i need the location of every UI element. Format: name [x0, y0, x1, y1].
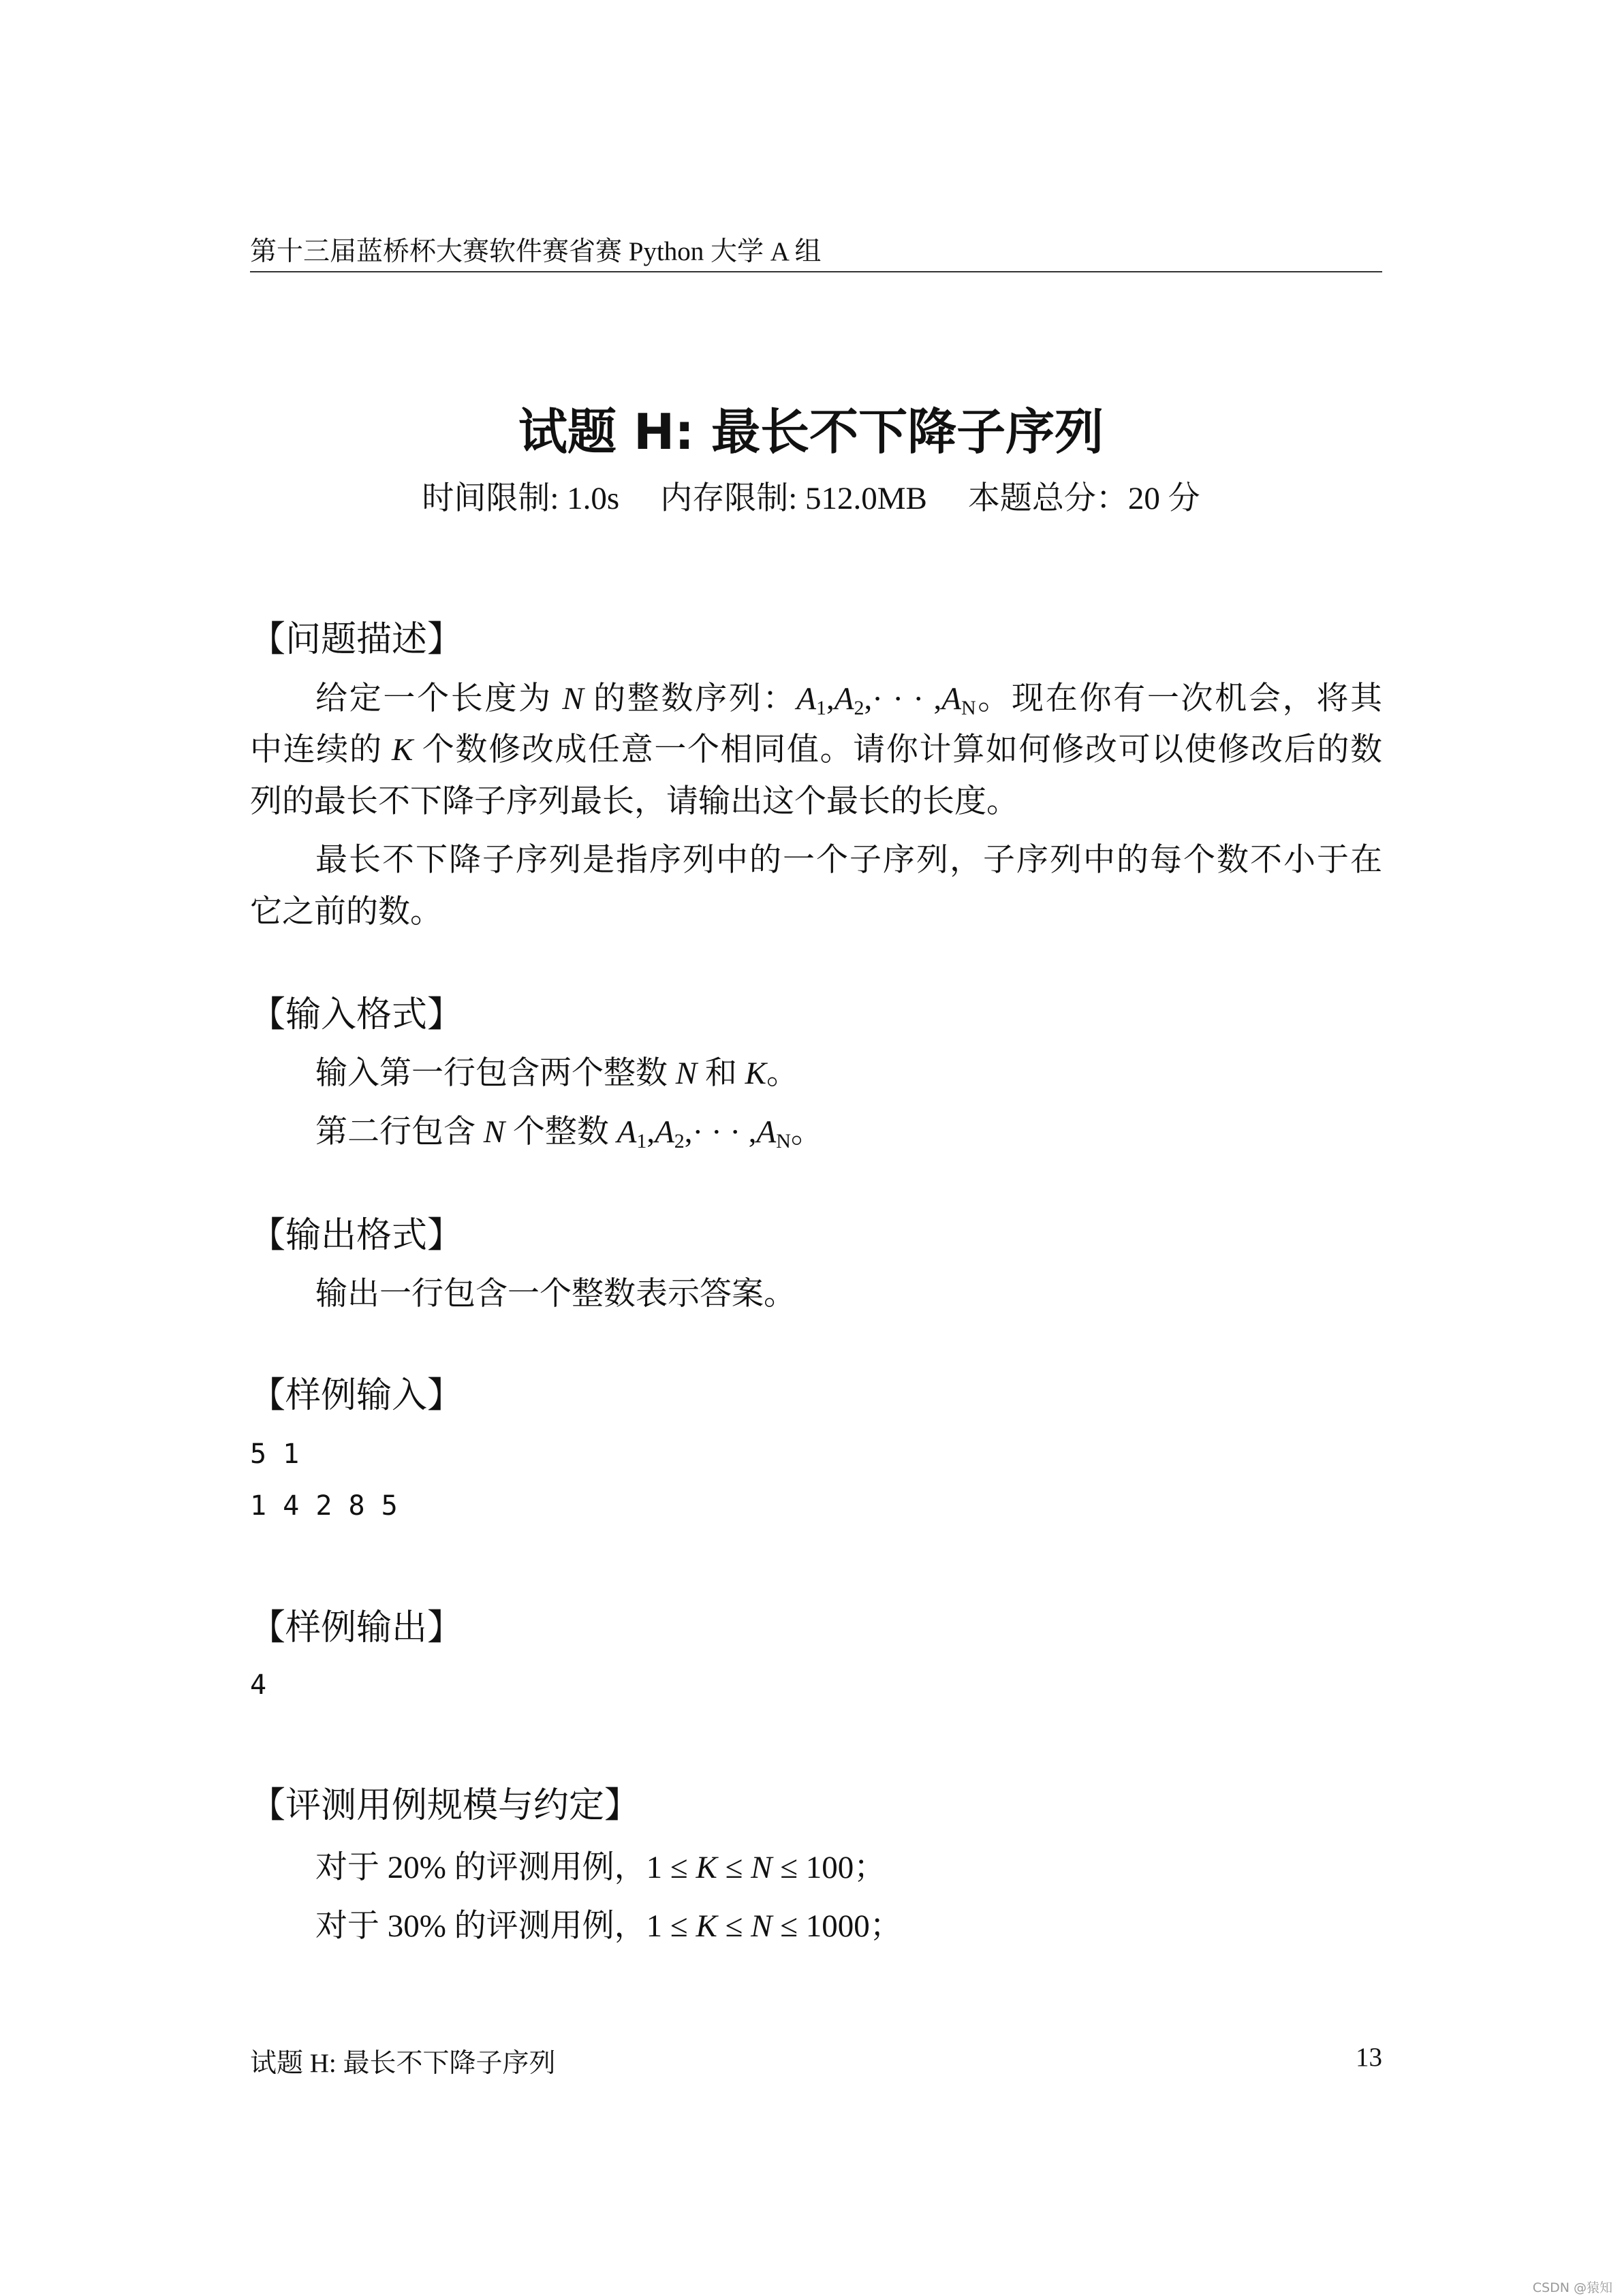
page-number: 13 [1356, 2043, 1382, 2072]
math-variable: A [617, 1114, 637, 1150]
total-score: 本题总分：20 分 [967, 481, 1200, 516]
header-rule [250, 271, 1382, 272]
math-variable: A [941, 681, 961, 717]
text-run: 输出一行包含一个整数表示答案。 [315, 1276, 796, 1312]
section-constraints: 【评测用例规模与约定】 [250, 1785, 640, 1826]
text-run: ≤ [717, 1850, 751, 1885]
section-output-format: 【输出格式】 [250, 1215, 463, 1256]
text-run: , [826, 681, 835, 717]
text-run: 。现在你有一次机会，将其 [976, 681, 1383, 717]
text-run: 列的最长不下降子序列最长，请输出这个最长的长度。 [250, 784, 1018, 819]
math-variable: N [751, 1850, 773, 1885]
text-run: ,· · · , [864, 681, 942, 717]
math-subscript: N [776, 1130, 791, 1152]
description-line [250, 729, 1382, 770]
text-run: 的整数序列： [583, 681, 797, 717]
text-run: 输入第一行包含两个整数 [315, 1056, 676, 1091]
constraint-line [250, 1847, 1382, 1888]
description-line [250, 840, 1382, 881]
text-run: 个数修改成任意一个相同值。请你计算如何修改可以使修改后的数 [413, 732, 1383, 768]
section-sample-output: 【样例输出】 [250, 1607, 463, 1648]
text-run: 第二行包含 [315, 1114, 484, 1150]
text-run: , [646, 1114, 655, 1150]
math-subscript: N [961, 697, 976, 719]
section-sample-input: 【样例输入】 [250, 1375, 463, 1416]
section-input-format: 【输入格式】 [250, 994, 463, 1035]
footer-title: 试题 H: 最长不下降子序列 [250, 2049, 556, 2078]
text-run: 最长不下降子序列是指序列中的一个子序列，子序列中的每个数不小于在 [315, 843, 1382, 878]
sample-input-line: 5 1 [250, 1438, 300, 1470]
math-variable: N [562, 681, 584, 717]
watermark: CSDN @猿知 [1532, 2280, 1612, 2295]
sample-input-line: 1 4 2 8 5 [250, 1490, 398, 1522]
text-run: 。 [766, 1056, 798, 1091]
math-variable: K [696, 1850, 717, 1885]
output-format-line [250, 1274, 1382, 1315]
text-run: ≤ 1000； [772, 1908, 902, 1944]
text-run: 。 [790, 1114, 823, 1150]
math-subscript: 1 [636, 1130, 647, 1152]
math-variable: K [745, 1056, 766, 1091]
section-description: 【问题描述】 [250, 619, 463, 660]
problem-title: 试题 H: 最长不下降子序列 [518, 403, 1104, 460]
constraint-line [250, 1906, 1382, 1947]
text-run: 对于 20% 的评测用例，1 ≤ [315, 1850, 696, 1885]
math-variable: A [756, 1114, 777, 1150]
time-limit: 时间限制: 1.0s [422, 481, 620, 516]
math-variable: A [796, 681, 817, 717]
memory-limit: 内存限制: 512.0MB [660, 481, 927, 516]
sample-output-line: 4 [250, 1669, 267, 1701]
text-run: ≤ 100； [772, 1850, 886, 1885]
running-header: 第十三届蓝桥杯大赛软件赛省赛 Python 大学 A 组 [250, 237, 822, 266]
math-variable: K [696, 1908, 717, 1944]
text-run: 和 [697, 1056, 745, 1091]
text-run: 给定一个长度为 [315, 681, 563, 717]
text-run: ,· · · , [684, 1114, 757, 1150]
math-variable: A [655, 1114, 674, 1150]
input-format-line [250, 1112, 1382, 1162]
math-variable: N [751, 1908, 773, 1944]
math-variable: K [392, 732, 414, 768]
description-line [250, 781, 1382, 822]
math-subscript: 2 [854, 697, 864, 719]
description-line [250, 892, 1382, 932]
text-run: 中连续的 [250, 732, 392, 768]
math-variable: N [675, 1056, 698, 1091]
math-subscript: 2 [674, 1130, 685, 1152]
text-run: ≤ [717, 1908, 751, 1944]
input-format-line [250, 1053, 1382, 1094]
text-run: 对于 30% 的评测用例，1 ≤ [315, 1908, 696, 1944]
math-subscript: 1 [816, 697, 827, 719]
math-variable: N [483, 1114, 505, 1150]
math-variable: A [834, 681, 854, 717]
description-line [250, 678, 1382, 729]
text-run: 个整数 [505, 1114, 617, 1150]
problem-meta [0, 473, 1622, 518]
text-run: 它之前的数。 [250, 894, 442, 930]
